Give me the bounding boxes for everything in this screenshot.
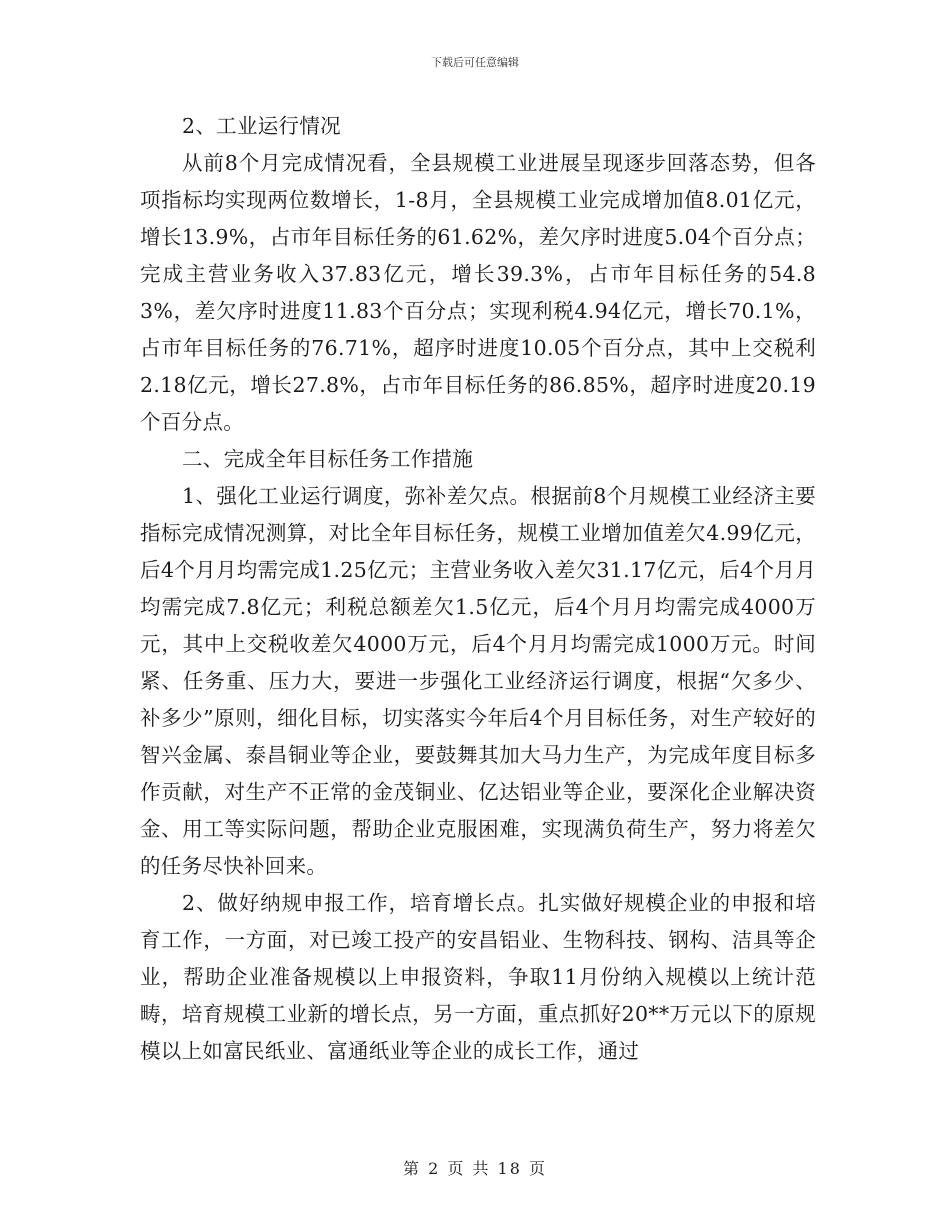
paragraph-measure-2: 2、做好纳规申报工作，培育增长点。扎实做好规模企业的申报和培育工作，一方面，对已竣工投产的安昌铝业、生物科技、钢构、洁具等企业，帮助企业准备规模以上申报资料，争取11月份纳入规模以上统计范畴，培育规模工业新的增长点，另一方面，重点抓好20**万元以下的原规模以上如富民纸业、富通纸业等企业的成长工作，通过: [140, 891, 816, 1063]
paragraph-industry-summary: 从前8个月完成情况看，全县规模工业进展呈现逐步回落态势，但各项指标均实现两位数增长，1-8月，全县规模工业完成增加值8.01亿元，增长13.9%，占市年目标任务的61.62%，差欠序时进度5.04个百分点；完成主营业务收入37.83亿元，增长39.3%，占市年目标任务的54.83%，差欠序时进度11.83个百分点；实现利税4.94亿元，增长70.1%，占市年目标任务的76.71%，超序时进度10.05个百分点，其中上交税利2.18亿元，增长27.8%，占市年目标任务的86.85%，超序时进度20.19个百分点。: [140, 151, 816, 434]
page-header: 下载后可任意编辑: [431, 56, 519, 69]
paragraph-measure-1: 1、强化工业运行调度，弥补差欠点。根据前8个月规模工业经济主要指标完成情况测算，对比全年目标任务，规模工业增加值差欠4.99亿元，后4个月月均需完成1.25亿元；主营业务收入差欠31.17亿元，后4个月月均需完成7.8亿元；利税总额差欠1.5亿元，后4个月月均需完成4000万元，其中上交税收差欠4000万元，后4个月月均需完成1000万元。时间紧、任务重、压力大，要进一步强化工业经济运行调度，根据“欠多少、补多少”原则，细化目标，切实落实今年后4个月目标任务，对生产较好的智兴金属、泰昌铜业等企业，要鼓舞其加大马力生产，为完成年度目标多作贡献，对生产不正常的金茂铜业、亿达铝业等企业，要深化企业解决资金、用工等实际问题，帮助企业克服困难，实现满负荷生产，努力将差欠的任务尽快补回来。: [140, 484, 816, 878]
section-heading-industry: 2、工业运行情况: [182, 114, 341, 138]
section-heading-measures: 二、完成全年目标任务工作措施: [182, 447, 474, 471]
page-footer: 第 2 页 共 18 页: [403, 1159, 547, 1178]
document-body: [140, 108, 816, 1070]
